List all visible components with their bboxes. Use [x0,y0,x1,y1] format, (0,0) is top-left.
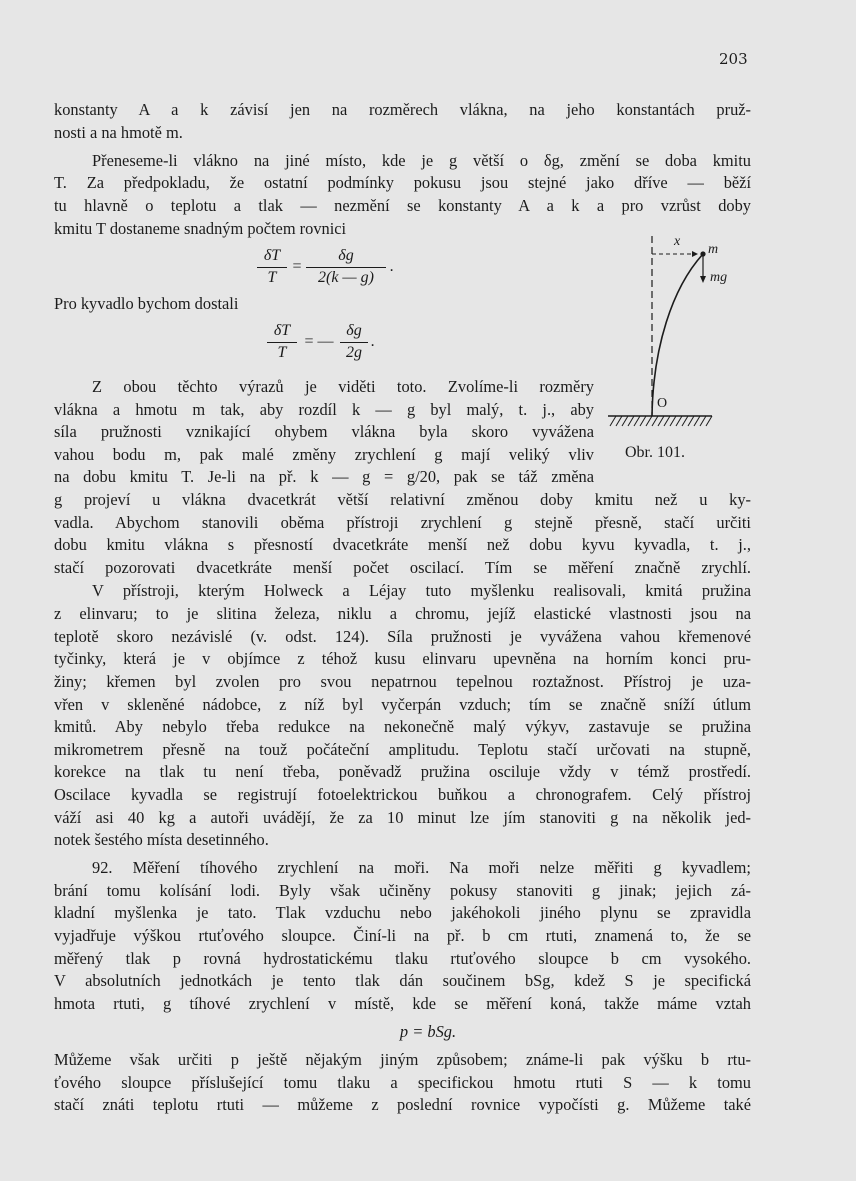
bent-fiber-curve [652,254,703,416]
eq1-equals: = [292,258,302,275]
eq2-right-denominator: 2g [346,344,362,361]
eq1-right-numerator: δg [338,247,354,264]
text-line: T. Za předpokladu, že ostatní podmínky pokusu jsou stejné jako dříve — běží [54,173,751,192]
text-line: Přeneseme-li vlákno na jiné místo, kde je g větší o δg, změní se doba kmitu [92,151,751,170]
text-line: kladní myšlenka je tato. Tlak vzduchu nebo jakéhokoli jiného plynu se zpravidla [54,903,751,922]
text-line: V přístroji, kterým Holweck a Léjay tuto myšlenku realisovali, kmitá pružina [92,581,751,600]
fraction-bar [257,267,287,268]
text-line: z elinvaru; to je slitina železa, niklu a chromu, jejíž elastické vlastnosti jsou na [54,604,751,623]
eq2-left-denominator: T [277,344,287,361]
text-line: stačí pozorovati dvacetkráte menší počet oscilací. Tím se měření značně zrychlí. [54,558,751,577]
label-x: x [674,234,681,249]
text-line: žiny; křemen byl zvolen pro svou nepatrnou tepelnou roztažnost. Přístroj je uza- [54,672,751,691]
label-mg: mg [710,270,728,285]
text-line: brání tomu kolísání lodi. Byly však učiněny pokusy stanoviti g jinak; jejich zá- [54,881,751,900]
figure-caption: Obr. 101. [625,444,685,461]
text-line: vyjadřuje výškou rtuťového sloupce. Činí-li na př. b cm rtuti, znamená to, že se [54,926,751,945]
text-line: Oscilace kyvadla se registrují fotoelektrickou buňkou a chronografem. Celý přístroj [54,785,751,804]
text-line: korekce na tlak tu není třeba, poněvadž pružina osciluje vždy v témž prostředí. [54,762,751,781]
text-line: Pro kyvadlo bychom dostali [54,294,239,313]
text-line: g projeví u vlákna dvacetkrát větší relativní změnou doby kmitu než u ky- [54,490,751,509]
text-line: mikrometrem přesně na touž počáteční amplitudu. Teplotu stačí určovati na stupně, [54,740,751,759]
fraction-bar [340,342,368,343]
equation-1 [252,245,432,289]
text-line: Můžeme však určiti p ještě nějakým jiným způsobem; známe-li pak výšku b rtu- [54,1050,751,1069]
text-line: notek šestého místa desetinného. [54,830,269,849]
text-line: vlákna a hmotu m tak, aby rozdíl k — g byl malý, t. j., aby [54,400,594,419]
eq2-left-numerator: δT [273,322,291,339]
text-line: nosti a na hmotě m. [54,123,183,142]
eq2-period: . [371,333,375,350]
weight-arrowhead [700,276,706,283]
figure-101 [600,228,760,468]
ground-hatching [610,416,712,426]
text-line: síla pružnosti vznikající ohybem vlákna byla skoro vyvážena [54,422,594,441]
text-line: měřený tlak p rovná hydrostatickému tlaku rtuťového sloupce b cm vysokého. [54,949,751,968]
label-m: m [708,242,719,257]
fiber-diagram [600,228,760,468]
text-line: ťového sloupce příslušející tomu tlaku a specifickou hmotu rtuti S — k tomu [54,1073,751,1092]
fraction-bar [267,342,297,343]
eq1-right-denominator: 2(k — g) [318,269,374,286]
mass-point [700,251,705,256]
text-line: na dobu kmitu T. Je-li na př. k — g = g/20, pak se táž změna [54,467,594,486]
eq2-equals-minus: = — [304,333,334,350]
text-line: teplotě skoro nezávislé (v. odst. 124). Síla pružnosti je vyvážena vahou křemenové [54,627,751,646]
eq2-right-numerator: δg [346,322,362,339]
page-number: 203 [719,50,748,68]
text-line: tu hlavně o teplotu a tlak — nezmění se konstanty A a k a pro vzrůst doby [54,196,751,215]
text-line: kmitu T dostaneme snadným počtem rovnici [54,219,347,238]
text-line: váží asi 40 kg a autoři uvádějí, že za 10 minut lze jím stanoviti g na několik jed- [54,808,751,827]
text-line: stačí znáti teplotu rtuti — můžeme z poslední rovnice vypočísti g. Můžeme také [54,1095,751,1114]
text-line: konstanty A a k závisí jen na rozměrech vlákna, na jeho konstantách pruž- [54,100,751,119]
label-o: O [657,396,668,411]
text-line: hmota rtuti, g tíhové zrychlení v místě, kde se měření koná, takže máme vztah [54,994,751,1013]
text-line: Z obou těchto výrazů je viděti toto. Zvolíme-li rozměry [92,377,594,396]
text-line: vřen v skleněné nádobce, z níž byl vyčerpán vzduch; tím se značně sníží útlum [54,695,751,714]
eq1-left-denominator: T [267,269,277,286]
text-line: kmitů. Aby nebylo třeba redukce na nekonečně malý výkyv, zastavuje se pružina [54,717,751,736]
arrowhead-x [692,251,698,257]
section-heading-line: 92. Měření tíhového zrychlení na moři. Na moři nelze měřiti g kyvadlem; [92,858,751,877]
eq1-left-numerator: δT [263,247,281,264]
text-line: dobu kmitu vlákna s přesností dvacetkráte menší než dobu kyvu kyvadla, t. j., [54,535,751,554]
equation-2 [262,320,402,364]
text-line: V absolutních jednotkách je tento tlak dán součinem bSg, kdež S je specifická [54,971,751,990]
text-line: tyčinky, která je v objímce z téhož kusu elinvaru upevněna na horním konci pru- [54,649,751,668]
fraction-bar [306,267,386,268]
equation-3: p = bSg. [399,1022,457,1041]
text-line: vahou bodu m, pak malé změny zrychlení g mají veliký vliv [54,445,594,464]
text-line: vadla. Abychom stanovili oběma přístroji zrychlení g stejně přesně, stačí určiti [54,513,751,532]
eq1-period: . [390,258,394,275]
